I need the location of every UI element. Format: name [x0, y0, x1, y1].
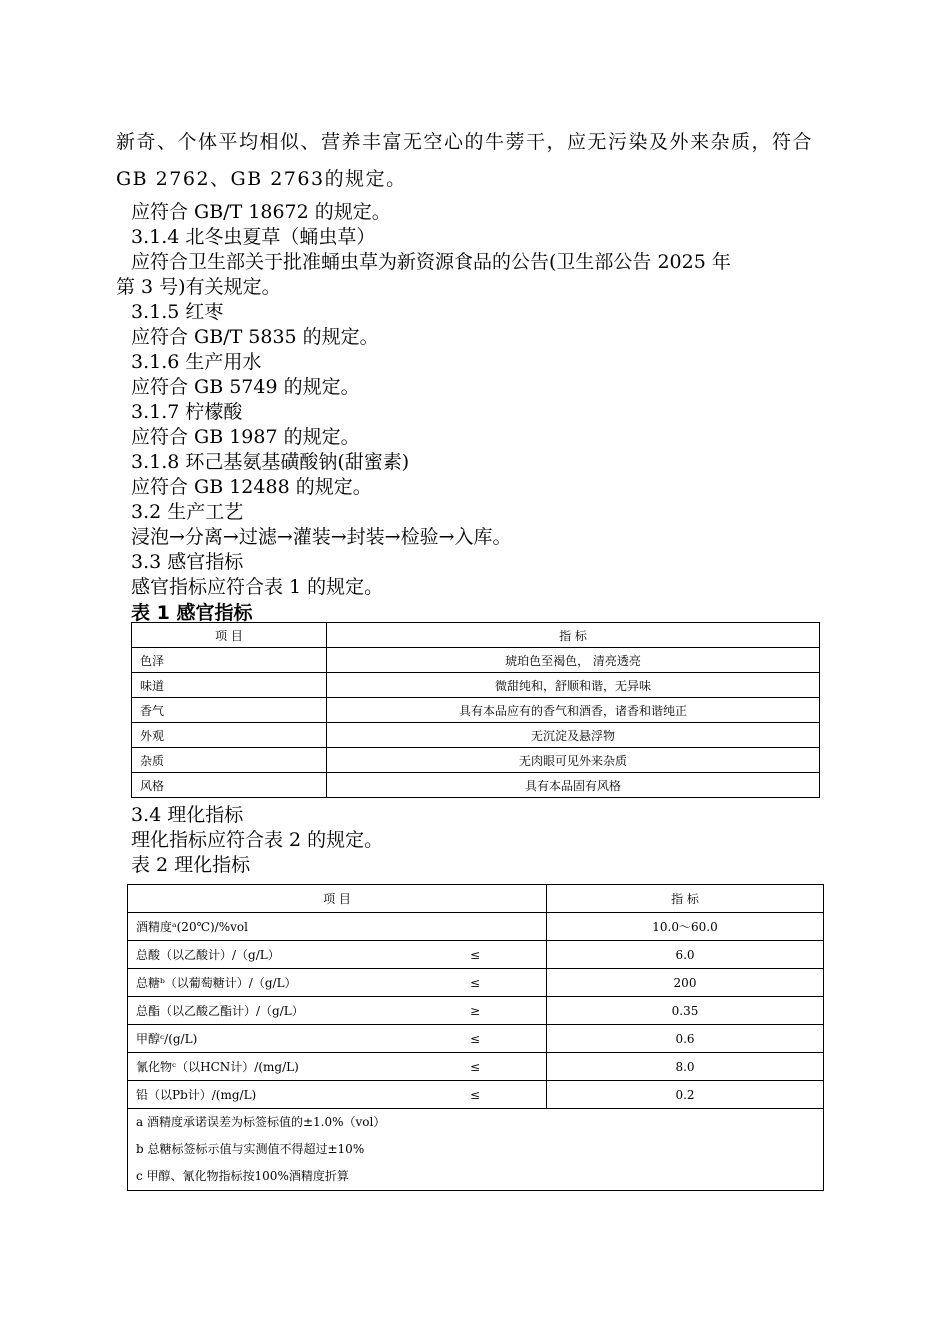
table-cell	[128, 1081, 547, 1109]
table-row	[132, 773, 820, 798]
table-cell: 具有本品应有的香气和酒香，诸香和谐纯正	[327, 698, 820, 723]
table-row	[128, 1053, 824, 1081]
table-notes	[128, 1109, 824, 1191]
text-line: 感官指标应符合表 1 的规定。	[131, 576, 384, 598]
physicochemical-table	[127, 884, 824, 1191]
table-cell: 无肉眼可见外来杂质	[327, 748, 820, 773]
section-heading: 3.3 感官指标	[131, 551, 244, 573]
table-header-row	[132, 623, 820, 648]
table-cell: 琥珀色至褐色， 清亮透亮	[327, 648, 820, 673]
table-cell: 10.0～60.0	[547, 913, 824, 941]
table2-title: 表 2 理化指标	[131, 854, 251, 876]
table-cell: 外观	[132, 723, 327, 748]
table-cell: 6.0	[547, 941, 824, 969]
table-row	[128, 997, 824, 1025]
comparison-symbol: ≤	[469, 1059, 480, 1074]
table-row	[132, 723, 820, 748]
table-cell: 0.2	[547, 1081, 824, 1109]
table-cell: 香气	[132, 698, 327, 723]
section-heading: 3.4 理化指标	[131, 804, 244, 826]
table-cell	[128, 913, 547, 941]
text-line: 理化指标应符合表 2 的规定。	[131, 829, 384, 851]
table-note: a 酒精度承诺误差为标签标值的±1.0%（vol）	[136, 1115, 386, 1129]
text-line: 浸泡→分离→过滤→灌装→封装→检验→入库。	[131, 526, 512, 548]
item-label: 氰化物ᶜ（以HCN计）/(mg/L)	[136, 1060, 299, 1074]
text-line: 应符合 GB 5749 的规定。	[131, 376, 360, 398]
text-line: 应符合 GB 12488 的规定。	[131, 476, 372, 498]
table-row	[128, 969, 824, 997]
table-header: 项 目	[132, 623, 327, 648]
table-row	[128, 913, 824, 941]
table-header-row	[128, 885, 824, 913]
table-cell: 味道	[132, 673, 327, 698]
text-line: 应符合 GB/T 5835 的规定。	[131, 326, 379, 348]
item-label: 甲醇ᶜ/(g/L)	[136, 1032, 198, 1046]
table1-title: 表 1 感官指标	[131, 602, 253, 624]
table-row	[132, 748, 820, 773]
comparison-symbol: ≤	[469, 975, 480, 990]
comparison-symbol: ≤	[469, 1087, 480, 1102]
table-cell: 0.6	[547, 1025, 824, 1053]
comparison-symbol: ≤	[469, 947, 480, 962]
section-heading: 3.1.5 红枣	[131, 301, 224, 323]
table-cell: 风格	[132, 773, 327, 798]
table-cell: 无沉淀及悬浮物	[327, 723, 820, 748]
item-label: 总糖ᵇ（以葡萄糖计）/（g/L）	[136, 976, 297, 990]
table-cell: 0.35	[547, 997, 824, 1025]
table-cell: 杂质	[132, 748, 327, 773]
table-row	[128, 1025, 824, 1053]
table-cell: 8.0	[547, 1053, 824, 1081]
table-cell	[128, 941, 547, 969]
text-line: 应符合 GB 1987 的规定。	[131, 426, 360, 448]
comparison-symbol: ≥	[469, 1003, 480, 1018]
section-heading: 3.1.8 环己基氨基磺酸钠(甜蜜素)	[131, 451, 410, 473]
table-cell: 微甜纯和，舒顺和谐，无异味	[327, 673, 820, 698]
item-label: 酒精度ᵃ(20℃)/%vol	[136, 920, 248, 934]
sensory-table	[131, 622, 820, 798]
section-heading: 3.1.7 柠檬酸	[131, 401, 243, 423]
table-cell	[128, 969, 547, 997]
table-cell: 200	[547, 969, 824, 997]
table-cell	[128, 1025, 547, 1053]
comparison-symbol: ≤	[469, 1031, 480, 1046]
table-header: 指 标	[327, 623, 820, 648]
table-notes-row	[128, 1109, 824, 1191]
item-label: 总酯（以乙酸乙酯计）/（g/L）	[136, 1004, 304, 1018]
table-note: c 甲醇、氰化物指标按100%酒精度折算	[136, 1169, 349, 1183]
intro-paragraph: 新奇、个体平均相似、营养丰富无空心的牛蒡干，应无污染及外来杂质，符合GB 2762、GB 2763的规定。	[116, 131, 814, 190]
item-label: 铅（以Pb计）/(mg/L)	[136, 1088, 257, 1102]
table-header: 指 标	[547, 885, 824, 913]
text-line: 应符合 GB/T 18672 的规定。	[131, 201, 391, 223]
table-row	[132, 673, 820, 698]
table-cell: 具有本品固有风格	[327, 773, 820, 798]
table-note: b 总糖标签标示值与实测值不得超过±10%	[136, 1142, 365, 1156]
table-row	[132, 698, 820, 723]
section-heading: 3.2 生产工艺	[131, 501, 244, 523]
table-header: 项 目	[128, 885, 547, 913]
item-label: 总酸（以乙酸计）/（g/L）	[136, 948, 280, 962]
section-heading: 3.1.6 生产用水	[131, 351, 262, 373]
table-row	[132, 648, 820, 673]
table-row	[128, 1081, 824, 1109]
text-line: 应符合卫生部关于批准蛹虫草为新资源食品的公告(卫生部公告 2025 年	[131, 251, 731, 273]
section-heading: 3.1.4 北冬虫夏草（蛹虫草）	[131, 226, 376, 248]
table-row	[128, 941, 824, 969]
table-cell: 色泽	[132, 648, 327, 673]
text-line: 第 3 号)有关规定。	[116, 276, 281, 298]
table-cell	[128, 997, 547, 1025]
table-cell	[128, 1053, 547, 1081]
